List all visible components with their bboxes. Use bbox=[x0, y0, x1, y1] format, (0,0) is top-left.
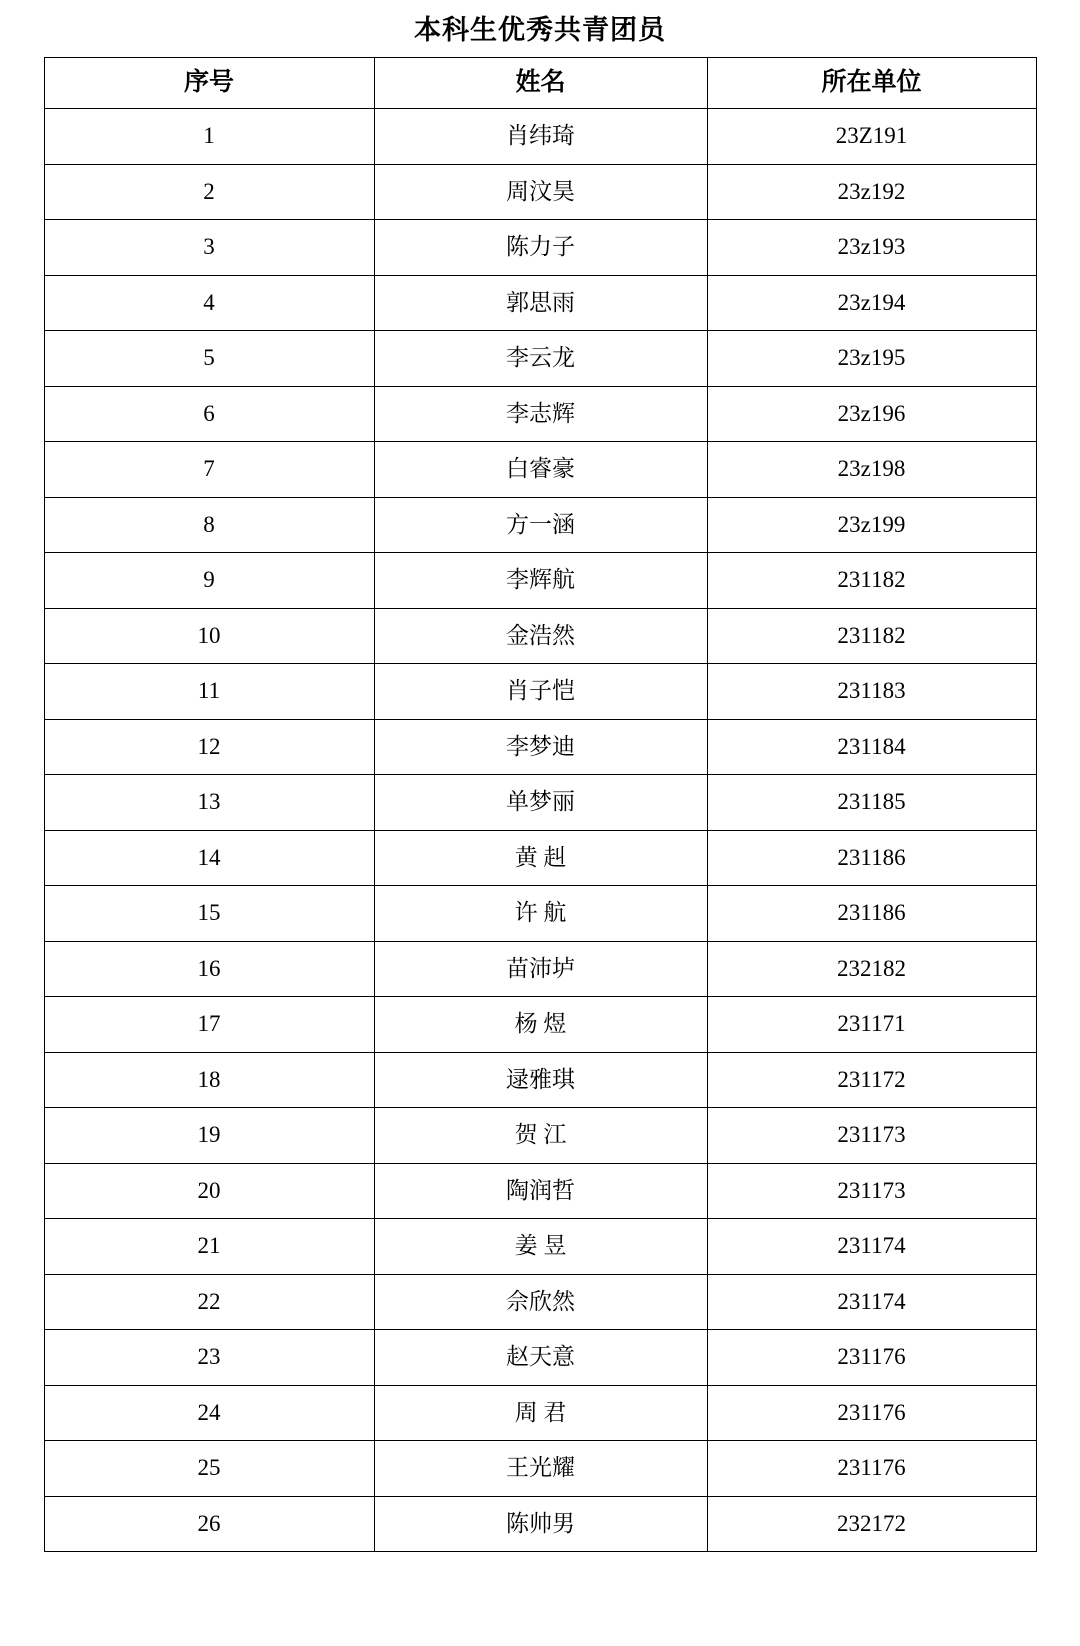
cell-unit: 231176 bbox=[707, 1330, 1036, 1386]
table-row bbox=[44, 1108, 1036, 1164]
table-row bbox=[44, 608, 1036, 664]
cell-name: 周汶昊 bbox=[374, 164, 707, 220]
cell-unit: 231184 bbox=[707, 719, 1036, 775]
table-row bbox=[44, 1163, 1036, 1219]
table-body bbox=[44, 109, 1036, 1552]
cell-name: 周 君 bbox=[374, 1385, 707, 1441]
table-header bbox=[44, 58, 1036, 109]
cell-name: 陈帅男 bbox=[374, 1496, 707, 1552]
cell-index: 24 bbox=[44, 1385, 374, 1441]
table-row bbox=[44, 164, 1036, 220]
cell-name: 佘欣然 bbox=[374, 1274, 707, 1330]
table-row bbox=[44, 775, 1036, 831]
cell-index: 12 bbox=[44, 719, 374, 775]
cell-name: 金浩然 bbox=[374, 608, 707, 664]
table-header-row bbox=[44, 58, 1036, 109]
cell-unit: 231176 bbox=[707, 1441, 1036, 1497]
cell-index: 17 bbox=[44, 997, 374, 1053]
cell-name: 单梦丽 bbox=[374, 775, 707, 831]
cell-index: 13 bbox=[44, 775, 374, 831]
cell-index: 6 bbox=[44, 386, 374, 442]
cell-unit: 232172 bbox=[707, 1496, 1036, 1552]
cell-name: 陈力子 bbox=[374, 220, 707, 276]
page-title: 本科生优秀共青团员 bbox=[414, 15, 666, 45]
cell-name: 姜 昱 bbox=[374, 1219, 707, 1275]
table-row bbox=[44, 1330, 1036, 1386]
cell-index: 21 bbox=[44, 1219, 374, 1275]
cell-name: 贺 江 bbox=[374, 1108, 707, 1164]
cell-index: 9 bbox=[44, 553, 374, 609]
cell-unit: 231182 bbox=[707, 553, 1036, 609]
cell-index: 22 bbox=[44, 1274, 374, 1330]
table-row bbox=[44, 719, 1036, 775]
cell-unit: 231174 bbox=[707, 1274, 1036, 1330]
table-row bbox=[44, 497, 1036, 553]
table-row bbox=[44, 1274, 1036, 1330]
table-row bbox=[44, 442, 1036, 498]
cell-index: 10 bbox=[44, 608, 374, 664]
cell-unit: 23z194 bbox=[707, 275, 1036, 331]
cell-name: 许 航 bbox=[374, 886, 707, 942]
table-row bbox=[44, 1441, 1036, 1497]
cell-name: 李梦迪 bbox=[374, 719, 707, 775]
table-row bbox=[44, 1219, 1036, 1275]
table-row bbox=[44, 275, 1036, 331]
table-row bbox=[44, 941, 1036, 997]
cell-index: 25 bbox=[44, 1441, 374, 1497]
cell-unit: 23z195 bbox=[707, 331, 1036, 387]
table-row bbox=[44, 830, 1036, 886]
cell-name: 黄 赳 bbox=[374, 830, 707, 886]
document-page bbox=[0, 8, 1080, 1646]
table-row bbox=[44, 1052, 1036, 1108]
column-header-unit: 所在单位 bbox=[707, 58, 1036, 109]
cell-index: 2 bbox=[44, 164, 374, 220]
cell-name: 赵天意 bbox=[374, 1330, 707, 1386]
cell-unit: 231172 bbox=[707, 1052, 1036, 1108]
roster-table bbox=[44, 57, 1037, 1552]
cell-name: 方一涵 bbox=[374, 497, 707, 553]
cell-name: 白睿豪 bbox=[374, 442, 707, 498]
cell-unit: 231186 bbox=[707, 886, 1036, 942]
cell-name: 杨 煜 bbox=[374, 997, 707, 1053]
cell-unit: 231171 bbox=[707, 997, 1036, 1053]
table-row bbox=[44, 553, 1036, 609]
table-row bbox=[44, 1385, 1036, 1441]
cell-name: 逯雅琪 bbox=[374, 1052, 707, 1108]
cell-index: 11 bbox=[44, 664, 374, 720]
cell-index: 14 bbox=[44, 830, 374, 886]
table-row bbox=[44, 109, 1036, 165]
cell-index: 16 bbox=[44, 941, 374, 997]
cell-name: 郭思雨 bbox=[374, 275, 707, 331]
cell-name: 李辉航 bbox=[374, 553, 707, 609]
cell-index: 15 bbox=[44, 886, 374, 942]
cell-name: 李志辉 bbox=[374, 386, 707, 442]
cell-index: 5 bbox=[44, 331, 374, 387]
table-row bbox=[44, 331, 1036, 387]
cell-unit: 23z198 bbox=[707, 442, 1036, 498]
cell-unit: 231174 bbox=[707, 1219, 1036, 1275]
table-row bbox=[44, 886, 1036, 942]
cell-name: 肖纬琦 bbox=[374, 109, 707, 165]
cell-name: 肖子恺 bbox=[374, 664, 707, 720]
cell-unit: 23z193 bbox=[707, 220, 1036, 276]
cell-unit: 23Z191 bbox=[707, 109, 1036, 165]
cell-index: 20 bbox=[44, 1163, 374, 1219]
cell-index: 3 bbox=[44, 220, 374, 276]
cell-index: 18 bbox=[44, 1052, 374, 1108]
cell-index: 7 bbox=[44, 442, 374, 498]
cell-unit: 231182 bbox=[707, 608, 1036, 664]
table-row bbox=[44, 997, 1036, 1053]
cell-unit: 231173 bbox=[707, 1108, 1036, 1164]
table-row bbox=[44, 1496, 1036, 1552]
cell-index: 1 bbox=[44, 109, 374, 165]
cell-name: 苗沛垆 bbox=[374, 941, 707, 997]
table-row bbox=[44, 220, 1036, 276]
cell-name: 李云龙 bbox=[374, 331, 707, 387]
cell-unit: 232182 bbox=[707, 941, 1036, 997]
cell-index: 8 bbox=[44, 497, 374, 553]
table-row bbox=[44, 386, 1036, 442]
cell-index: 26 bbox=[44, 1496, 374, 1552]
cell-unit: 231186 bbox=[707, 830, 1036, 886]
cell-index: 19 bbox=[44, 1108, 374, 1164]
table-row bbox=[44, 664, 1036, 720]
cell-unit: 23z192 bbox=[707, 164, 1036, 220]
cell-unit: 231173 bbox=[707, 1163, 1036, 1219]
column-header-name: 姓名 bbox=[374, 58, 707, 109]
cell-unit: 231176 bbox=[707, 1385, 1036, 1441]
column-header-index: 序号 bbox=[44, 58, 374, 109]
cell-unit: 23z196 bbox=[707, 386, 1036, 442]
cell-unit: 23z199 bbox=[707, 497, 1036, 553]
cell-unit: 231185 bbox=[707, 775, 1036, 831]
cell-name: 王光耀 bbox=[374, 1441, 707, 1497]
cell-unit: 231183 bbox=[707, 664, 1036, 720]
cell-index: 4 bbox=[44, 275, 374, 331]
cell-name: 陶润哲 bbox=[374, 1163, 707, 1219]
cell-index: 23 bbox=[44, 1330, 374, 1386]
